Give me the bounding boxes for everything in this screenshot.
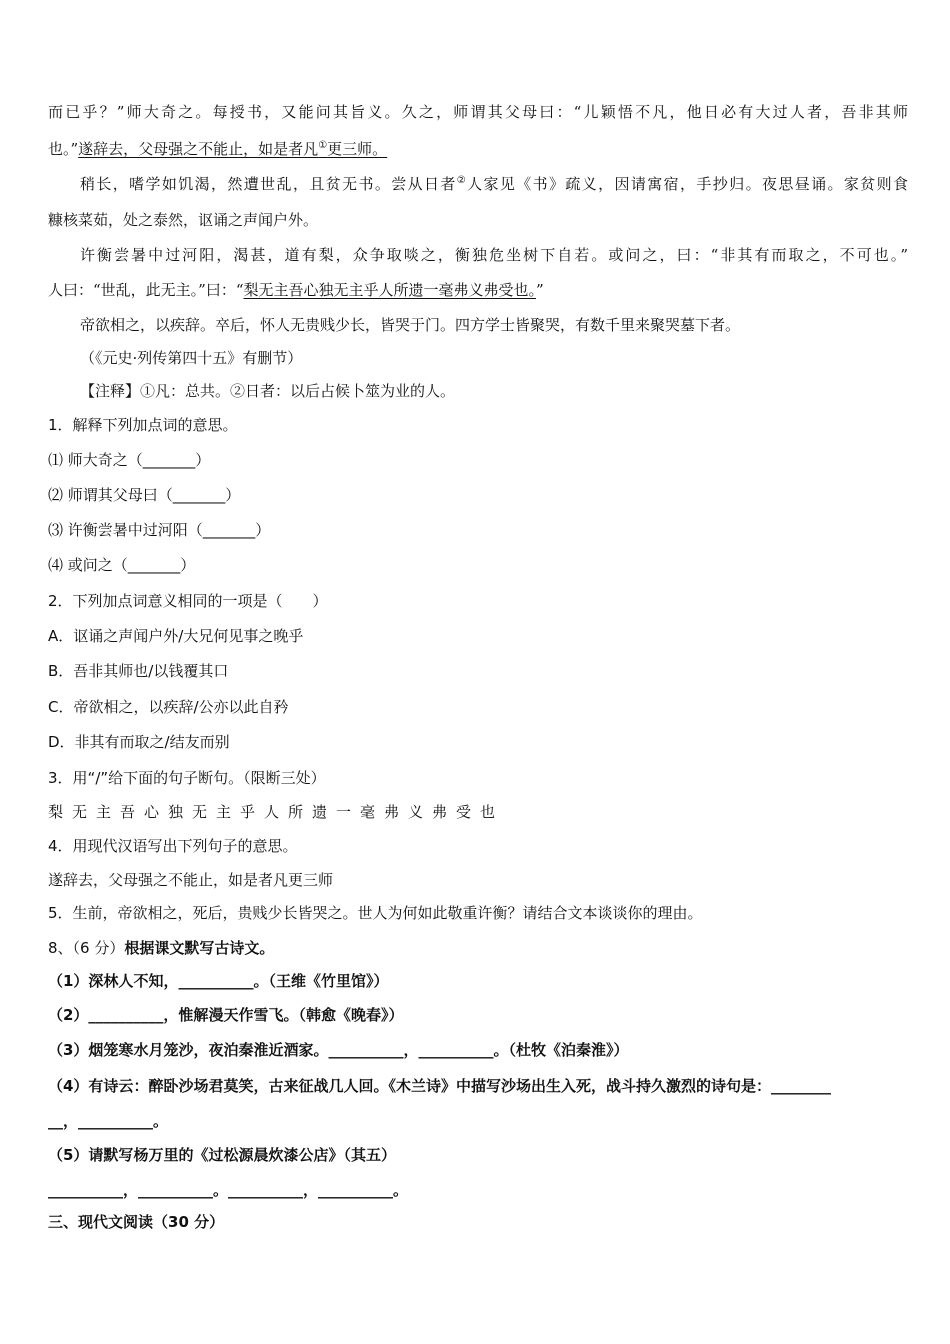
option-text: D．非其有而取之/结友而别 bbox=[48, 733, 230, 751]
passage-line bbox=[48, 102, 908, 122]
question-2-option-c bbox=[48, 697, 908, 717]
option-text: C．帝欲相之，以疾辞/公亦以此自矜 bbox=[48, 698, 289, 716]
section-8-item-5-blanks bbox=[48, 1180, 908, 1200]
sentence-text: 梨无主吾心独无主乎人所遗一毫弗义弗受也 bbox=[48, 803, 505, 821]
sentence-text: 遂辞去，父母强之不能止，如是者凡更三师 bbox=[48, 871, 334, 889]
item-text: （4）有诗云：醉卧沙场君莫笑，古来征战几人回。《木兰诗》中描写沙场出生入死，战斗持久激烈的诗句是：________ bbox=[48, 1077, 831, 1095]
source-citation bbox=[80, 348, 908, 368]
question-text: 5．生前，帝欲相之，死后，贵贱少长皆哭之。世人为何如此敬重许衡？请结合文本谈谈你的理由。 bbox=[48, 904, 703, 922]
section-8-item-2 bbox=[48, 1005, 908, 1025]
question-text: ⑷ 或问之（_______） bbox=[48, 556, 196, 574]
question-text: ⑶ 许衡尝暑中过河阳（_______） bbox=[48, 521, 271, 539]
passage-text: 更三师。 bbox=[327, 140, 388, 158]
passage-text: 而已乎？”师大奇之。每授书，又能问其旨义。久之，师谓其父母曰：“儿颖悟不凡，他日必有大过人者，吾非其师 bbox=[48, 103, 908, 121]
option-text: B．吾非其师也/以钱覆其口 bbox=[48, 662, 229, 680]
option-text: A．讴诵之声闻户外/大兄何见事之晚乎 bbox=[48, 627, 304, 645]
section-8-item-5 bbox=[48, 1145, 908, 1165]
question-2-option-b bbox=[48, 661, 908, 681]
passage-text: ” bbox=[536, 281, 544, 299]
question-1-item bbox=[48, 450, 908, 470]
passage-line bbox=[48, 280, 908, 300]
question-text: ⑵ 师谓其父母曰（_______） bbox=[48, 486, 241, 504]
note-text: 【注释】①凡：总共。②日者：以后占候卜筮为业的人。 bbox=[80, 382, 456, 400]
section-3-title bbox=[48, 1212, 908, 1232]
item-text: （3）烟笼寒水月笼沙，夜泊秦淮近酒家。__________，__________。（杜牧《泊秦淮》） bbox=[48, 1041, 629, 1059]
question-1-item bbox=[48, 555, 908, 575]
passage-line bbox=[48, 139, 908, 159]
question-2 bbox=[48, 591, 908, 611]
note-marker: ① bbox=[318, 140, 328, 151]
question-text: 3．用“/”给下面的句子断句。（限断三处） bbox=[48, 769, 326, 787]
passage-text: 许衡尝暑中过河阳，渴甚，道有梨，众争取啖之，衡独危坐树下自若。或问之，曰：“非其有而取之，不可也。” bbox=[80, 246, 908, 264]
item-text: __________，__________。__________，__________。 bbox=[48, 1181, 409, 1199]
passage-line bbox=[80, 245, 908, 265]
underlined-sentence: 梨无主吾心独无主乎人所遗一毫弗义弗受也。 bbox=[243, 281, 537, 299]
passage-line bbox=[80, 315, 908, 335]
source-text: （《元史·列传第四十五》有删节） bbox=[80, 349, 303, 367]
question-3-sentence bbox=[48, 802, 908, 822]
question-1-item bbox=[48, 520, 908, 540]
underlined-sentence bbox=[78, 140, 387, 158]
passage-line bbox=[80, 174, 908, 194]
passage-text: 遂辞去，父母强之不能止，如是者凡 bbox=[78, 140, 319, 158]
passage-text: 也。” bbox=[48, 140, 79, 158]
item-text: __，__________。 bbox=[48, 1112, 169, 1130]
question-text: 1．解释下列加点词的意思。 bbox=[48, 416, 238, 434]
passage-text: 糠核菜茹，处之泰然，讴诵之声闻户外。 bbox=[48, 211, 319, 229]
question-2-option-d bbox=[48, 732, 908, 752]
item-text: （5）请默写杨万里的《过松源晨炊漆公店》（其五） bbox=[48, 1146, 396, 1164]
section-8-item-1 bbox=[48, 971, 908, 991]
section-8-heading bbox=[48, 938, 908, 958]
item-text: （2）__________，惟解漫天作雪飞。（韩愈《晚春》） bbox=[48, 1006, 404, 1024]
question-3 bbox=[48, 768, 908, 788]
section-8-item-3 bbox=[48, 1040, 908, 1060]
section-8-item-4 bbox=[48, 1076, 908, 1096]
passage-text: 人曰：“世乱，此无主。”曰：“ bbox=[48, 281, 244, 299]
question-2-option-a bbox=[48, 626, 908, 646]
question-5 bbox=[48, 903, 908, 923]
passage-line bbox=[48, 210, 908, 230]
note-marker: ② bbox=[456, 175, 468, 186]
question-text: ⑴ 师大奇之（_______） bbox=[48, 451, 211, 469]
section-8-item-4-cont bbox=[48, 1111, 908, 1131]
passage-text: 人家见《书》疏义，因请寓宿，手抄归。夜思昼诵。家贫则食 bbox=[467, 175, 908, 193]
question-text: 4．用现代汉语写出下列句子的意思。 bbox=[48, 837, 298, 855]
question-text: 2．下列加点词意义相同的一项是（ ） bbox=[48, 592, 328, 610]
passage-text: 帝欲相之，以疾辞。卒后，怀人无贵贱少长，皆哭于门。四方学士皆聚哭，有数千里来聚哭墓下者。 bbox=[80, 316, 741, 334]
question-1 bbox=[48, 415, 908, 435]
annotation-note bbox=[80, 381, 908, 401]
question-text: 根据课文默写古诗文。 bbox=[124, 939, 275, 957]
question-number: 8、（6 分） bbox=[48, 939, 125, 957]
passage-text: 稍长，嗜学如饥渴，然遭世乱，且贫无书。尝从日者 bbox=[80, 175, 457, 193]
question-4-sentence bbox=[48, 870, 908, 890]
section-title: 三、现代文阅读（30 分） bbox=[48, 1213, 225, 1231]
item-text: （1）深林人不知，__________。（王维《竹里馆》） bbox=[48, 972, 389, 990]
question-4 bbox=[48, 836, 908, 856]
question-1-item bbox=[48, 485, 908, 505]
